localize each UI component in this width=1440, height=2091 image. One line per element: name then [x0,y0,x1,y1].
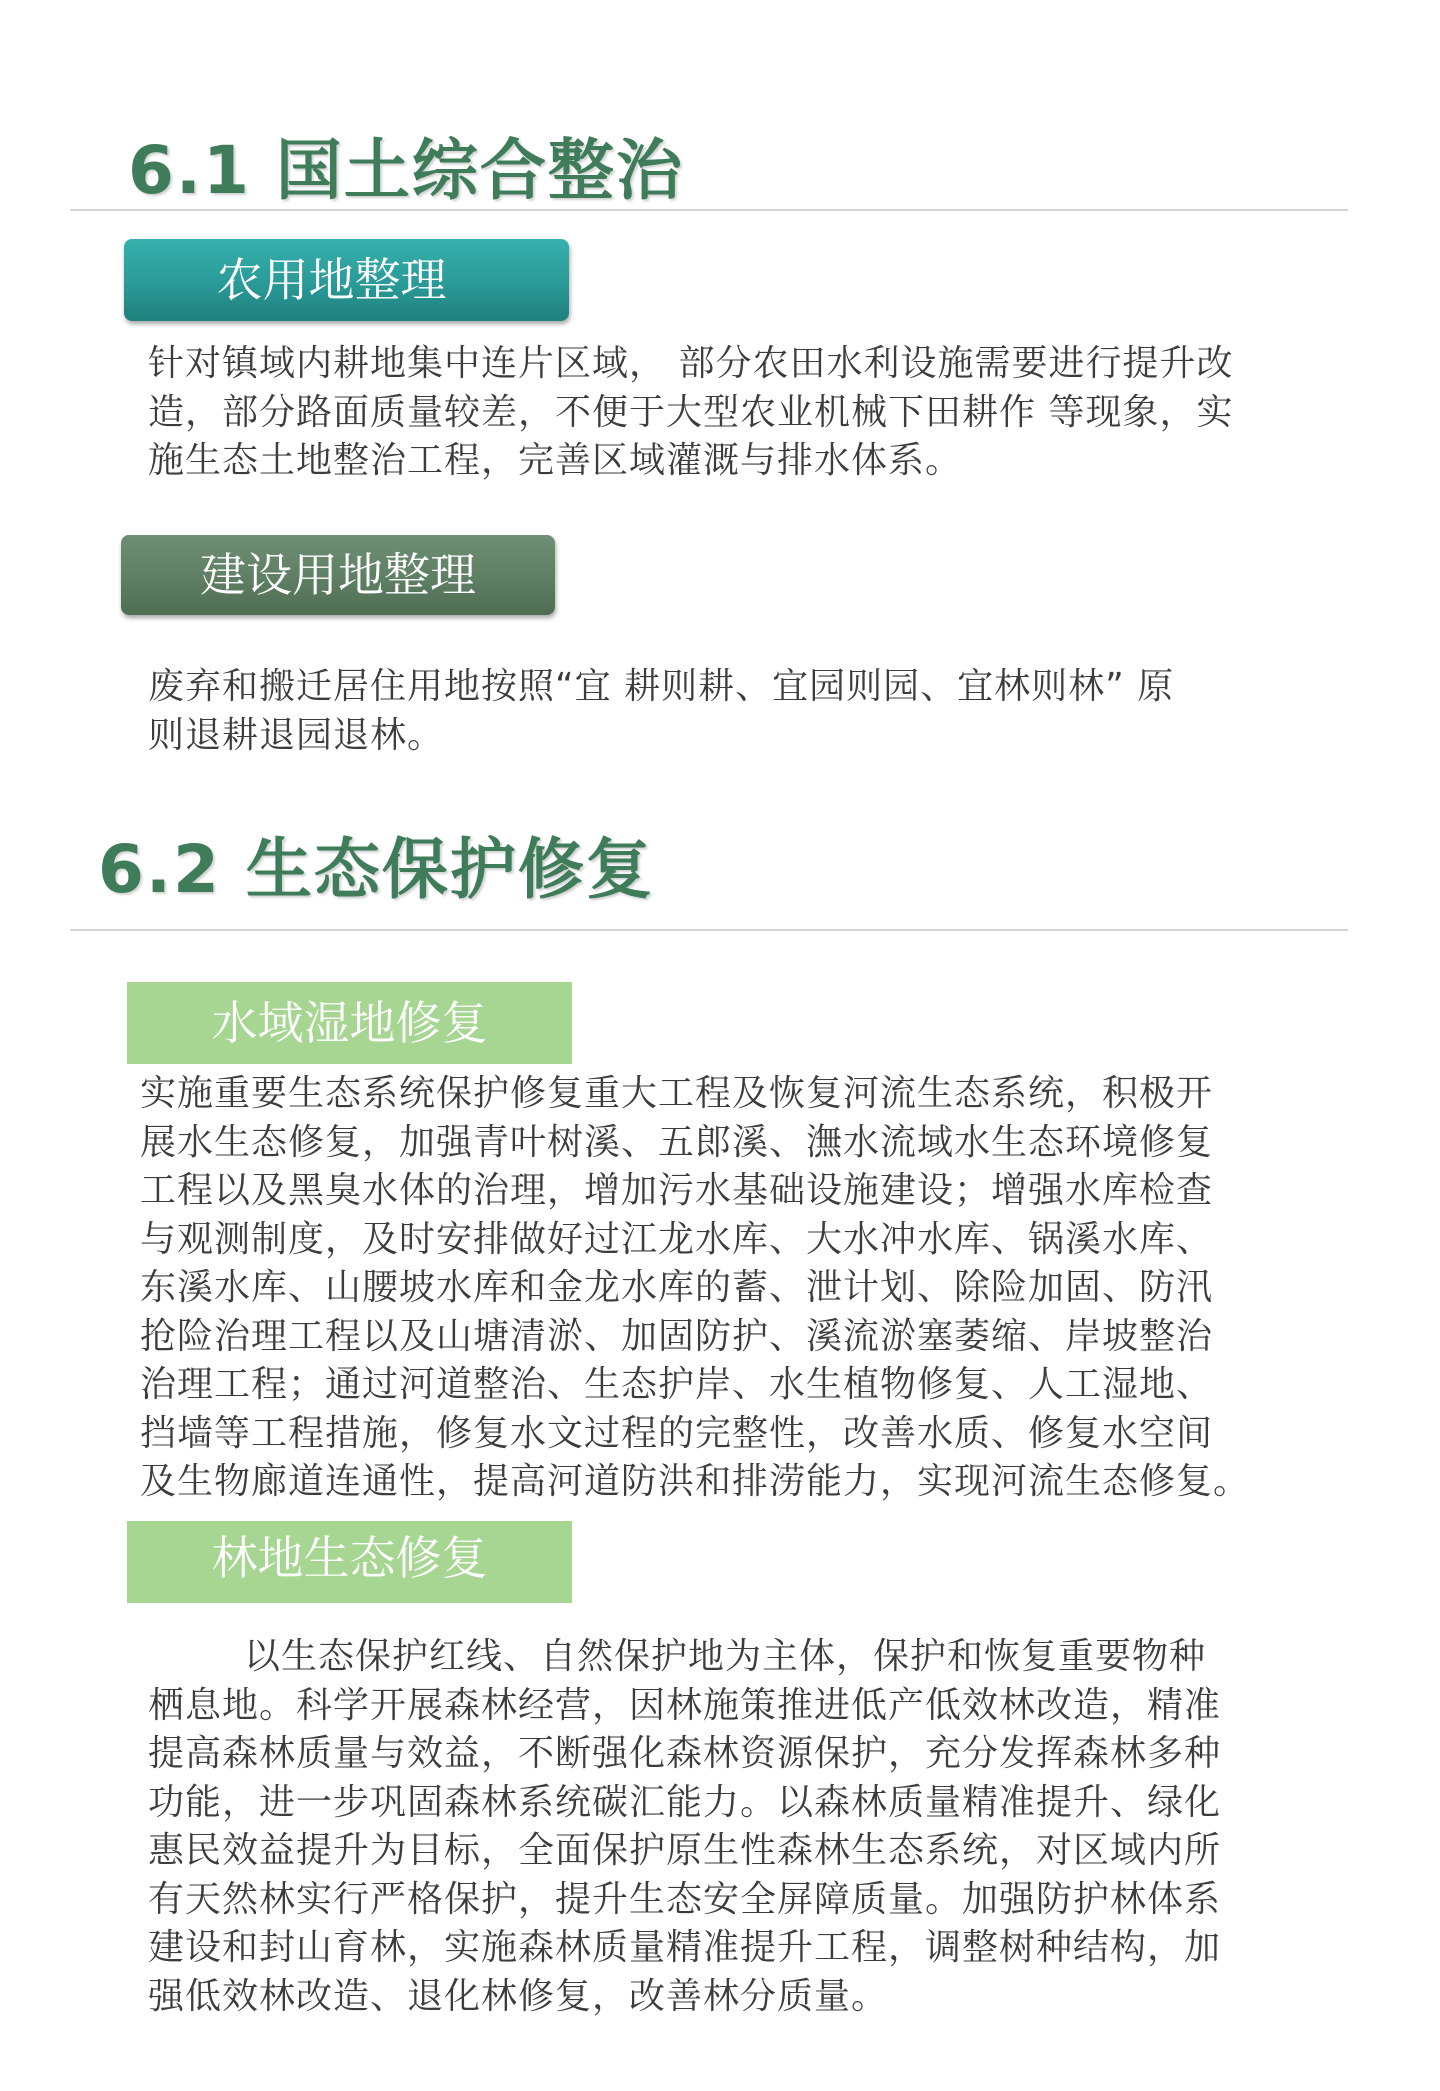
text-line: 挡墙等工程措施，修复水文过程的完整性，改善水质、修复水空间 [140,1412,1214,1454]
text-line: 工程以及黑臭水体的治理，增加污水基础设施建设；增强水库检查 [140,1170,1214,1211]
text-line: 提高森林质量与效益，不断强化森林资源保护，充分发挥森林多种 [148,1733,1222,1774]
text-line: 及生物廊道连通性，提高河道防洪和排涝能力，实现河流生态修复。 [140,1461,1251,1502]
text-line: 与观测制度，及时安排做好过江龙水库、大水冲水库、锅溪水库、 [140,1218,1214,1260]
text-line: 栖息地。科学开展森林经营，因林施策推进低产低效林改造，精准 [148,1684,1222,1726]
text-line: 针对镇域内耕地集中连片区域， 部分农田水利设施需要进行提升改 [148,343,1234,384]
section-title-6-1: 6.1 国土综合整治 [128,132,684,209]
text-line: 造，部分路面质量较差，不便于大型农业机械下田耕作 等现象，实 [148,391,1234,433]
text-line: 治理工程；通过河道整治、生态护岸、水生植物修复、人工湿地、 [140,1364,1214,1405]
subheading-forest-restoration: 林地生态修复 [127,1521,572,1603]
section-divider [70,209,1348,211]
text-line: 抢险治理工程以及山塘清淤、加固防护、溪流淤塞萎缩、岸坡整治 [140,1315,1214,1357]
text-line: 惠民效益提升为目标，全面保护原生性森林生态系统，对区域内所 [148,1830,1222,1871]
text-line: 功能，进一步巩固森林系统碳汇能力。以森林质量精准提升、绿化 [148,1781,1222,1823]
text-line: 以生态保护红线、自然保护地为主体，保护和恢复重要物种 [244,1636,1207,1677]
text-line: 施生态土地整治工程，完善区域灌溉与排水体系。 [148,440,963,481]
text-line: 则退耕退园退林。 [148,714,445,756]
text-line: 建设和封山育林，实施森林质量精准提升工程，调整树种结构，加 [148,1927,1222,1968]
section-divider [70,929,1348,931]
subheading-water-wetland: 水域湿地修复 [127,982,572,1064]
farmland-paragraph [148,340,1233,486]
text-line: 东溪水库、山腰坡水库和金龙水库的蓄、泄计划、除险加固、防汛 [140,1267,1214,1308]
section-title-6-2: 6.2 生态保护修复 [98,831,654,908]
forest-restoration-paragraph [148,1633,1221,2021]
subheading-construction-land: 建设用地整理 [121,535,555,615]
text-line: 展水生态修复，加强青叶树溪、五郎溪、潕水流域水生态环境修复 [140,1121,1214,1163]
subheading-farmland-consolidation: 农用地整理 [124,239,569,321]
text-line: 强低效林改造、退化林修复，改善林分质量。 [148,1975,889,2017]
text-line: 实施重要生态系统保护修复重大工程及恢复河流生态系统，积极开 [140,1073,1214,1114]
construction-land-paragraph [148,663,1174,760]
water-wetland-paragraph [140,1070,1250,1507]
text-line: 废弃和搬迁居住用地按照“宜 耕则耕、宜园则园、宜林则林” 原 [148,666,1175,707]
text-line: 有天然林实行严格保护，提升生态安全屏障质量。加强防护林体系 [148,1878,1222,1920]
